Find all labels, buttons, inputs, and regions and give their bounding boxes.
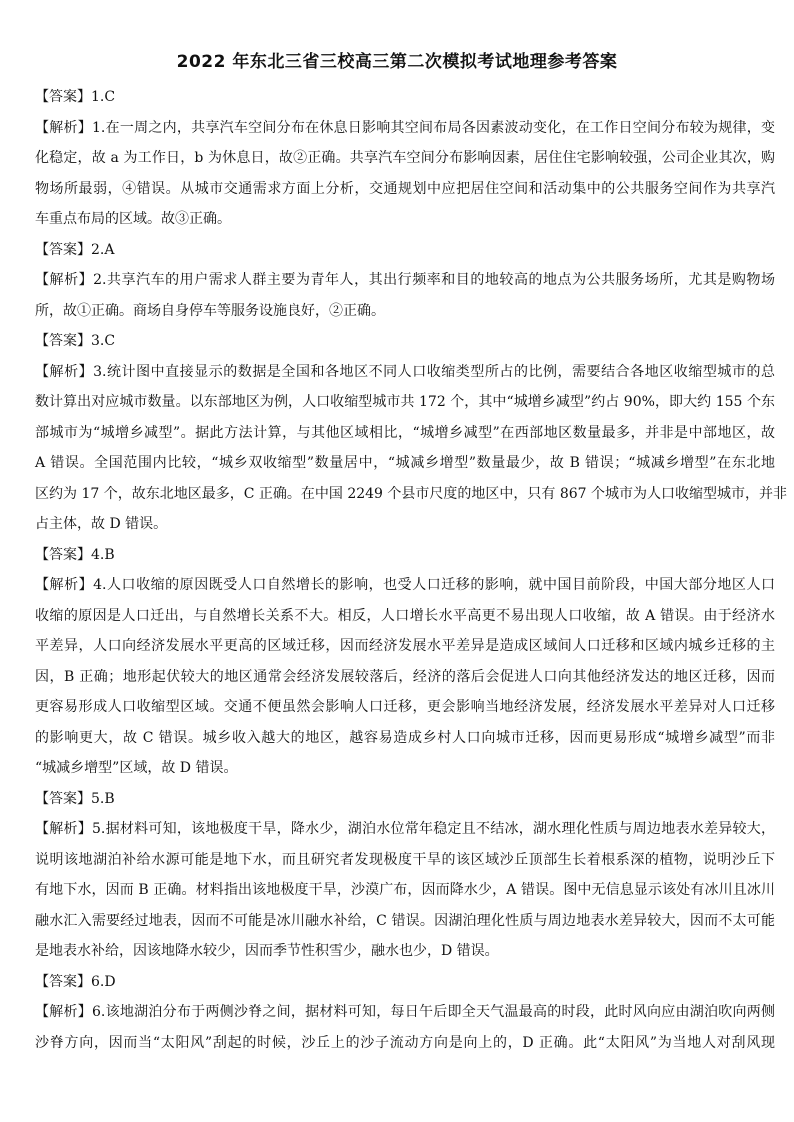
answer-block: [35, 784, 775, 967]
analysis-line: 【解析】3.统计图中直接显示的数据是全国和各地区不同人口收缩类型所占的比例，需要结合各地区收缩型城市的总: [35, 363, 775, 380]
analysis-line: 说明该地湖泊补给水源可能是地下水，而且研究者发现极度干旱的该区域沙丘顶部生长着根系深的植物，说明沙丘下: [35, 851, 775, 868]
answer-line: 【答案】2.A: [35, 241, 115, 258]
analysis-line: 车重点布局的区域。故③正确。: [35, 211, 231, 227]
analysis-line: 区约为 17 个，故东北地区最多，C 正确。在中国 2249 个县市尺度的地区中，只有 867 个城市为人口收缩型城市，并非: [35, 485, 788, 502]
analysis-line: 占主体，故 D 错误。: [35, 516, 168, 532]
analysis-line: 沙脊方向，因而当“太阳风”刮起的时候，沙丘上的沙子流动方向是向上的，D 正确。此“太阳风”为当地人对刮风现: [35, 1034, 775, 1051]
page-title: 2022 年东北三省三校高三第二次模拟考试地理参考答案: [176, 52, 618, 72]
analysis-line: 物场所最弱，④错误。从城市交通需求方面上分析，交通规划中应把居住空间和活动集中的公共服务空间作为共享汽: [35, 180, 775, 197]
analysis-line: 有地下水，因而 B 正确。材料指出该地极度干旱，沙漠广布，因而降水少，A 错误。图中无信息显示该处有冰川且冰川: [35, 882, 775, 898]
answer-line: 【答案】1.C: [35, 89, 116, 105]
analysis-line: 平差异，人口向经济发展水平更高的区域迁移，因而经济发展水平差异是造成区域间人口迁移和区域内城乡迁移的主: [35, 638, 775, 654]
analysis-line: 的影响更大，故 C 错误。城乡收入越大的地区，越容易造成乡村人口向城市迁移，因而更易形成“城增乡减型”而非: [35, 729, 775, 746]
analysis-line: 【解析】1.在一周之内，共享汽车空间分布在休息日影响其空间布局各因素波动变化，在工作日空间分布较为规律，变: [35, 119, 775, 136]
analysis-line: 【解析】4.人口收缩的原因既受人口自然增长的影响，也受人口迁移的影响，就中国目前阶段，中国大部分地区人口: [35, 577, 775, 593]
answer-line: 【答案】5.B: [35, 790, 115, 807]
analysis-line: 是地表水补给，因该地降水较少，因而季节性积雪少，融水也少，D 错误。: [35, 943, 499, 959]
analysis-line: A 错误。全国范围内比较，“城乡双收缩型”数量居中，“城减乡增型”数量最少，故 B 错误；“城减乡增型”在东北地: [35, 455, 775, 471]
analysis-line: 【解析】2.共享汽车的用户需求人群主要为青年人，其出行频率和目的地较高的地点为公共服务场所，尤其是购物场: [35, 272, 775, 288]
analysis-line: 收缩的原因是人口迁出，与自然增长关系不大。相反，人口增长水平高更不易出现人口收缩，故 A 错误。由于经济水: [35, 607, 775, 624]
analysis-line: 所，故①正确。商场自身停车等服务设施良好，②正确。: [35, 302, 385, 319]
analysis-line: 部城市为“城增乡减型”。据此方法计算，与其他区域相比，“城增乡减型”在西部地区数量最多，并非是中部地区，故: [35, 424, 775, 441]
answer-line: 【答案】4.B: [35, 546, 115, 563]
answer-block: [35, 967, 775, 1059]
answer-line: 【答案】6.D: [35, 973, 116, 990]
analysis-line: 融水汇入需要经过地表，因而不可能是冰川融水补给，C 错误。因湖泊理化性质与周边地表水差异较大，因而不太可能: [35, 912, 775, 929]
analysis-line: “城减乡增型”区域，故 D 错误。: [35, 760, 238, 776]
analysis-line: 化稳定，故 a 为工作日，b 为休息日，故②正确。共享汽车空间分布影响因素，居住住宅影响较强，公司企业其次，购: [35, 150, 775, 166]
analysis-line: 【解析】6.该地湖泊分布于两侧沙脊之间，据材料可知，每日午后即全天气温最高的时段，此时风向应由湖泊吹向两侧: [35, 1004, 775, 1020]
answer-line: 【答案】3.C: [35, 333, 116, 349]
analysis-line: 【解析】5.据材料可知，该地极度干旱，降水少，湖泊水位常年稳定且不结冰，湖水理化性质与周边地表水差异较大，: [35, 821, 775, 837]
answer-block: [35, 326, 788, 540]
answer-block: [35, 235, 775, 327]
analysis-line: 因，B 正确；地形起伏较大的地区通常会经济发展较落后，经济的落后会促进人口向其他经济发达的地区迁移，因而: [35, 668, 775, 685]
analysis-line: 更容易形成人口收缩型区域。交通不便虽然会影响人口迁移，更会影响当地经济发展，经济发展水平差异对人口迁移: [35, 699, 775, 715]
answer-block: [35, 540, 775, 784]
answer-block: [35, 82, 775, 235]
analysis-line: 数计算出对应城市数量。以东部地区为例，人口收缩型城市共 172 个，其中“城增乡减型”约占 90%，即大约 155 个东: [35, 394, 775, 410]
